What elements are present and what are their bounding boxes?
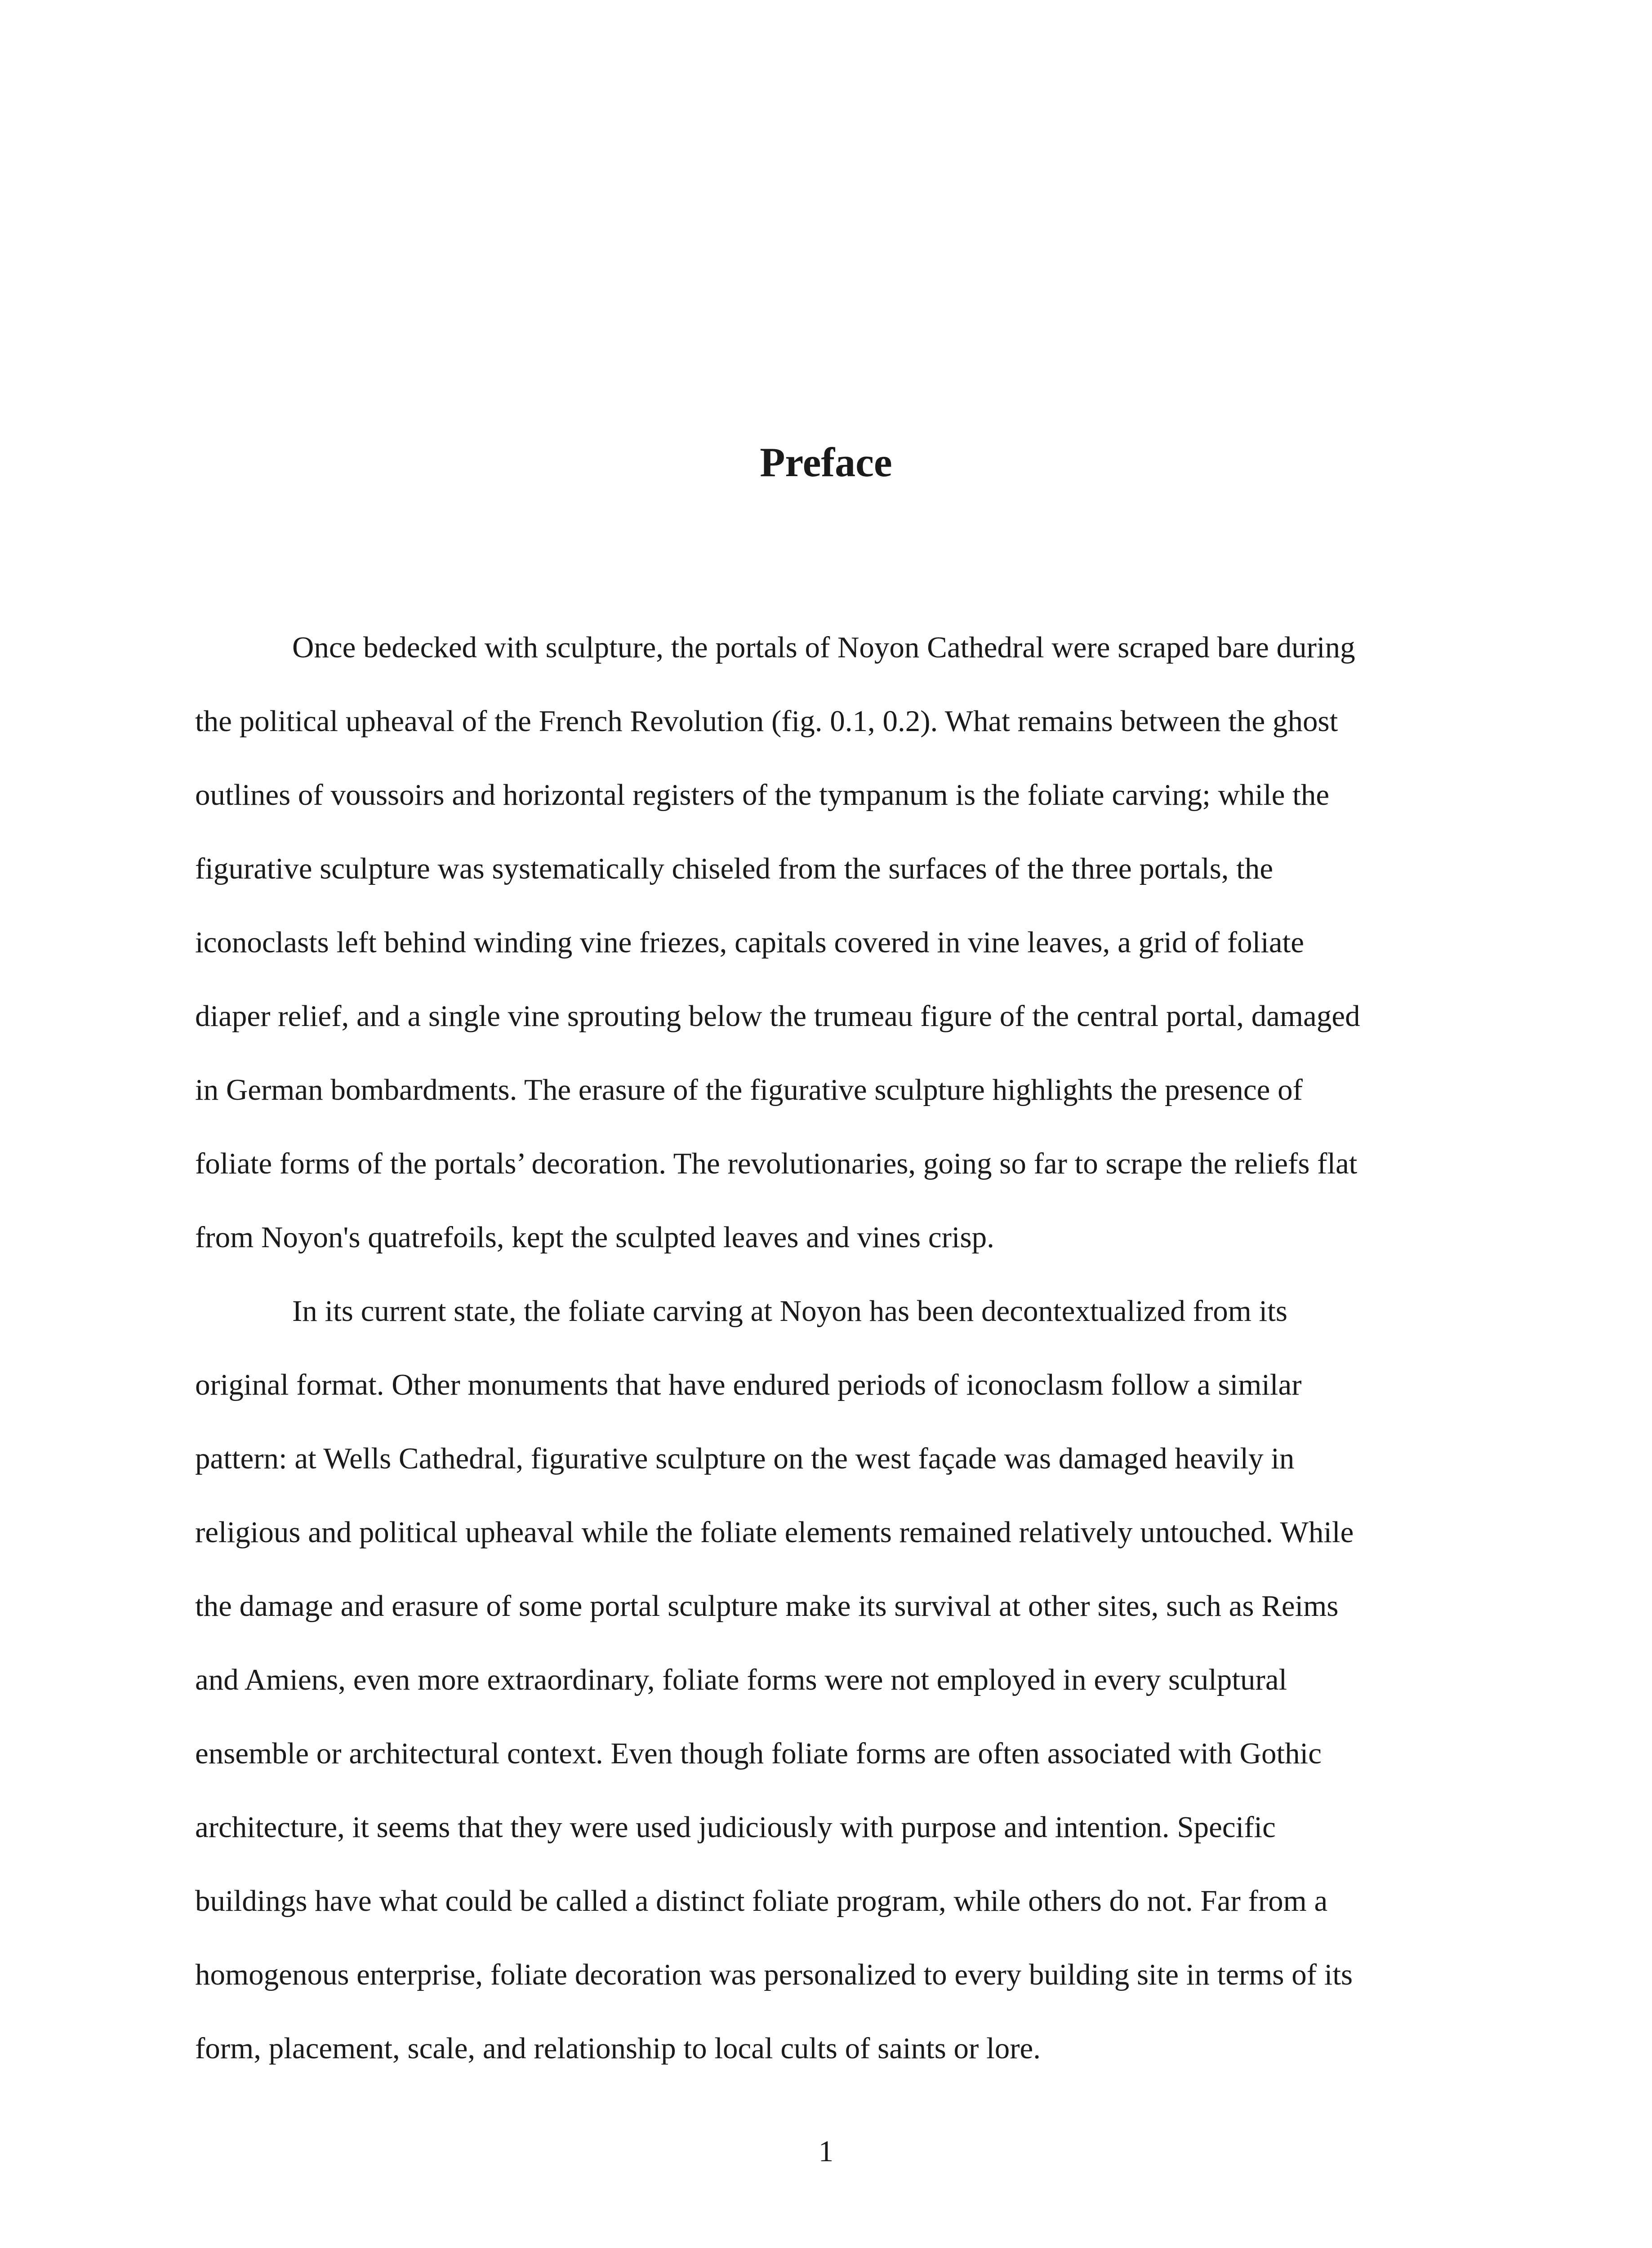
paragraph-line: in German bombardments. The erasure of the figurative sculpture highlights the presence of [195,1073,1303,1106]
paragraph-line: Once bedecked with sculpture, the portals of Noyon Cathedral were scraped bare during [292,631,1355,664]
paragraph-line: religious and political upheaval while the foliate elements remained relatively untouched. While [195,1516,1354,1549]
paragraph-line: form, placement, scale, and relationship to local cults of saints or lore. [195,2032,1041,2065]
paragraph-line: pattern: at Wells Cathedral, figurative sculpture on the west façade was damaged heavily in [195,1442,1295,1475]
paragraph-line: buildings have what could be called a distinct foliate program, while others do not. Far from a [195,1884,1328,1918]
paragraph-1 [195,611,1454,1274]
paragraph-line: diaper relief, and a single vine sprouting below the trumeau figure of the central portal, damaged [195,999,1360,1033]
paragraph-line: ensemble or architectural context. Even though foliate forms are often associated with Gothic [195,1737,1322,1770]
page-title: Preface [760,439,892,485]
paragraph-line: foliate forms of the portals’ decoration. The revolutionaries, going so far to scrape the reliefs flat [195,1147,1358,1180]
page-number: 1 [818,2135,834,2168]
paragraph-line: In its current state, the foliate carving at Noyon has been decontextualized from its [292,1294,1287,1328]
paragraph-line: and Amiens, even more extraordinary, foliate forms were not employed in every sculptural [195,1663,1287,1696]
paragraph-line: homogenous enterprise, foliate decoration was personalized to every building site in terms of its [195,1958,1353,1991]
paragraph-2 [195,1274,1454,2085]
paragraph-line: outlines of voussoirs and horizontal registers of the tympanum is the foliate carving; while the [195,778,1330,812]
paragraph-line: architecture, it seems that they were used judiciously with purpose and intention. Specific [195,1811,1276,1844]
paragraph-line: the political upheaval of the French Revolution (fig. 0.1, 0.2). What remains between the ghost [195,705,1338,738]
paragraph-line: from Noyon's quatrefoils, kept the sculpted leaves and vines crisp. [195,1221,994,1254]
paragraph-line: the damage and erasure of some portal sculpture make its survival at other sites, such as Reims [195,1589,1339,1623]
paragraph-line: iconoclasts left behind winding vine friezes, capitals covered in vine leaves, a grid of foliate [195,926,1304,959]
paragraph-line: figurative sculpture was systematically chiseled from the surfaces of the three portals, the [195,852,1274,885]
paragraph-line: original format. Other monuments that have endured periods of iconoclasm follow a similar [195,1368,1302,1401]
body-text [195,611,1454,2085]
